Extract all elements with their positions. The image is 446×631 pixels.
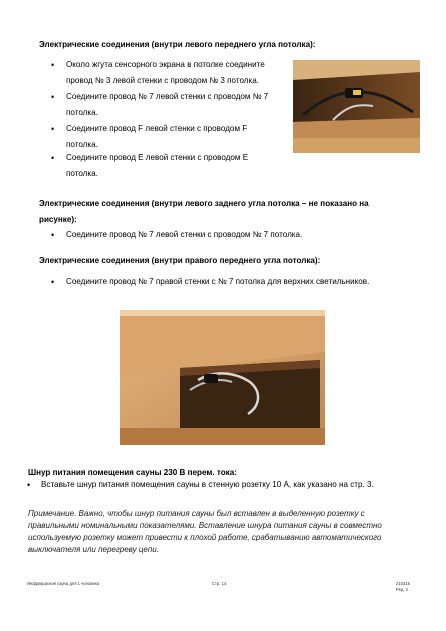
footer-left: Инфракрасная сауна для 1 человека [27, 581, 100, 586]
bullet: • [51, 277, 55, 287]
list-item: Соедините провод F левой стенки с проводом F потолка. [66, 124, 248, 149]
note-paragraph: Примечание. Важно, чтобы шнур питания сауны был вставлен в выделенную розетку с правильными номинальными показателями. Вставление шнура питания сауны в совместно используемую розетку может привести к плохой работе, срабатыванию автоматического выключателя или перегреву цепи. [28, 509, 382, 554]
bullet: • [51, 153, 55, 163]
list-item: Соедините провод № 7 левой стенки с проводом № 7 потолка. [66, 92, 269, 117]
bullet: • [51, 60, 55, 70]
list-item: Около жгута сенсорного экрана в потолке соедините провод № 3 левой стенки с проводом № 3 потолка. [66, 60, 265, 85]
list-item: Соедините провод E левой стенки с проводом E потолка. [66, 153, 249, 178]
list-item: Соедините провод № 7 левой стенки с проводом № 7 потолка. [66, 230, 303, 239]
bullet: • [27, 480, 31, 490]
section3-heading: Электрические соединения (внутри правого переднего угла потолка): [39, 256, 321, 265]
list-item: Соедините провод № 7 правой стенки с № 7 потолка для верхних светильников. [66, 277, 370, 286]
section4-heading: Шнур питания помещения сауны 230 В перем. тока: [28, 468, 237, 477]
footer-page-number: Стр. 14 [212, 581, 227, 586]
bullet: • [51, 124, 55, 134]
photo-ceiling-left-front [293, 60, 420, 153]
section2-heading: Электрические соединения (внутри левого заднего угла потолка – не показано на рисунке): [39, 199, 369, 224]
bullet: • [51, 92, 55, 102]
photo-ceiling-right-front [120, 310, 325, 445]
list-item: Вставьте шнур питания помещения сауны в стенную розетку 10 А, как указано на стр. 3. [41, 480, 374, 489]
footer-right: 210315 Ред. 2 [396, 581, 410, 592]
section1-heading: Электрические соединения (внутри левого переднего угла потолка): [39, 40, 316, 49]
bullet: • [51, 230, 55, 240]
